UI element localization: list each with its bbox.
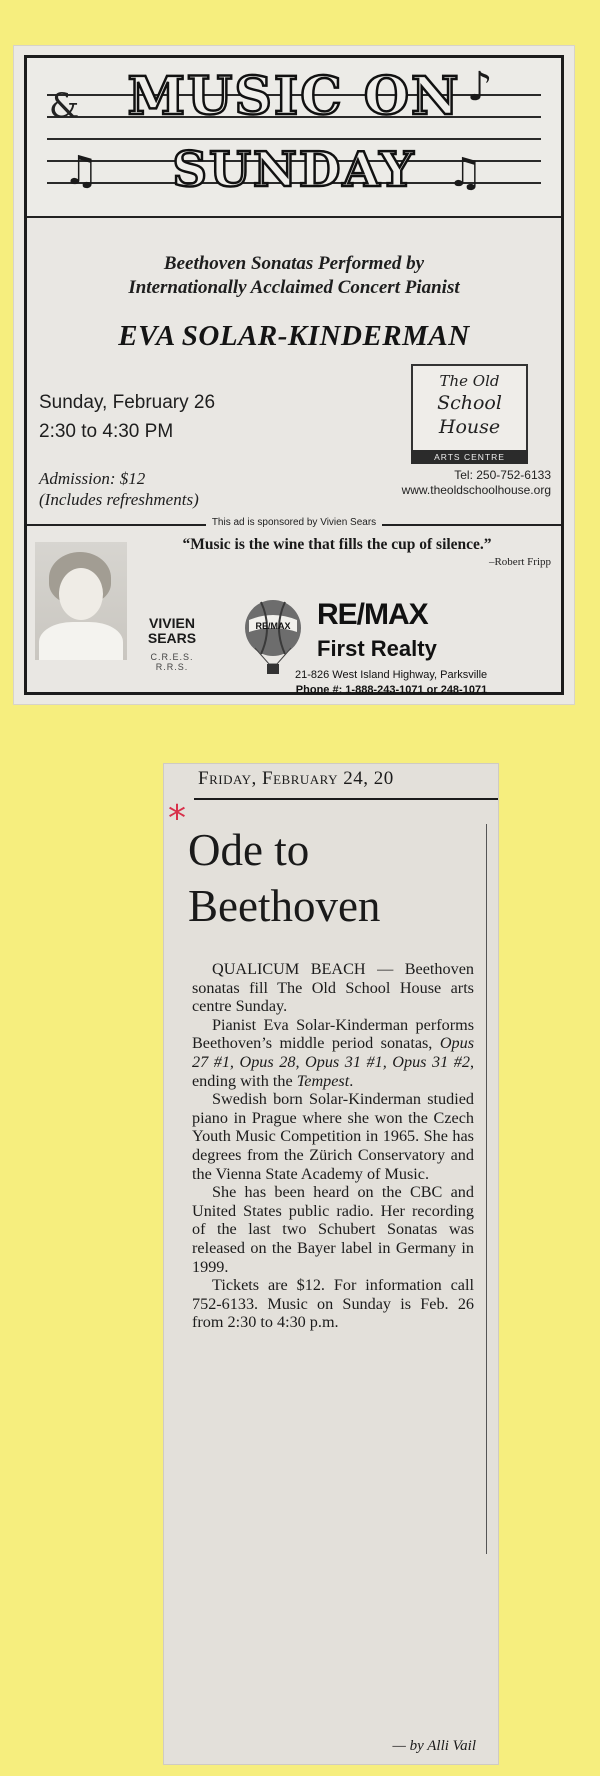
banner-title-line1: MUSIC ON (127, 66, 461, 127)
opus-list: Opus 27 #1, Opus 28, Opus 31 #1, Opus 31 #2 (192, 1034, 474, 1071)
sponsor-note-wrap (27, 517, 561, 528)
old-school-house-logo (411, 364, 528, 464)
agent-photo (35, 542, 127, 660)
music-note-icon: ♪ (467, 64, 493, 110)
admission-info (39, 468, 199, 510)
quote-text: “Music is the wine that fills the cup of silence.” (182, 536, 492, 553)
article-body (192, 960, 474, 1332)
balloon-label: RE/MAX (255, 621, 291, 631)
sponsor-note: This ad is sponsored by Vivien Sears (206, 517, 382, 528)
subtitle-line1: Beethoven Sonatas Performed by (163, 253, 425, 274)
sponsor-divider (27, 517, 561, 531)
headline-line2: Beethoven (188, 881, 381, 931)
ad-header-banner (27, 58, 561, 218)
article-paragraph (192, 1016, 474, 1090)
music-note-icon: ♫ (63, 148, 99, 194)
pianist-name: EVA SOLAR-KINDERMAN (118, 320, 470, 352)
remax-phone: Phone #: 1-888-243-1071 or 248-1071 (295, 684, 488, 696)
article-paragraph: QUALICUM BEACH — Beethoven sonatas fill The Old School House arts centre Sunday. (192, 960, 474, 1016)
event-time: 2:30 to 4:30 PM (39, 421, 174, 442)
agent-credentials: C.R.E.S. R.R.S. (150, 652, 194, 672)
remax-address: 21-826 West Island Highway, Parksville (295, 669, 488, 681)
article-paragraph: Tickets are $12. For information call 752-6133. Music on Sunday is Feb. 26 from 2:30 to 4:30 p.m. (192, 1276, 474, 1332)
agent-last-name: SEARS (147, 630, 197, 646)
music-note-icon: ♫ (447, 150, 483, 196)
venue-phone: Tel: 250-752-6133 (454, 468, 551, 482)
para2-text-c: . (349, 1071, 354, 1090)
ampersand-clef-icon: & (49, 86, 80, 126)
ad-frame (24, 55, 564, 695)
red-asterisk-icon: * (168, 798, 186, 839)
banner-title-line2: SUNDAY (172, 142, 416, 198)
column-rule (486, 824, 487, 1554)
event-date: Sunday, February 26 (39, 392, 216, 413)
article-dateline: Friday, February 24, 20 (198, 768, 394, 789)
tempest-title: Tempest (296, 1071, 350, 1090)
dateline-rule (194, 798, 498, 800)
para2-text-b: , ending with the (192, 1052, 474, 1090)
photo-face (59, 568, 103, 620)
photo-body (39, 622, 123, 660)
ad-subtitle (27, 252, 561, 300)
admission-price: Admission: $12 (39, 469, 146, 488)
article-byline: — by Alli Vail (392, 1738, 476, 1754)
logo-line2: School (437, 392, 502, 414)
ad-clipping (14, 46, 574, 704)
logo-line3: House (438, 416, 501, 438)
article-paragraph: She has been heard on the CBC and United States public radio. Her recording of the last two Schubert Sonatas was released on the Bayer label in Germany in 1999. (192, 1183, 474, 1276)
subtitle-line2: Internationally Acclaimed Concert Pianist (128, 277, 460, 298)
remax-office-name: First Realty (317, 636, 437, 661)
para2-text-a: Pianist Eva Solar-Kinderman performs Beethoven’s middle period sonatas, (192, 1015, 474, 1053)
venue-contact (402, 468, 551, 498)
staff-line (47, 138, 541, 140)
article-headline (188, 822, 478, 934)
article-paragraph: Swedish born Solar-Kinderman studied piano in Prague where she won the Czech Youth Music Competition in 1965. She has degrees from the Zürich Conservatory and the Vienna State Academy of Music. (192, 1090, 474, 1183)
event-datetime (39, 388, 215, 446)
venue-website: www.theoldschoolhouse.org (401, 483, 551, 497)
quote-author: –Robert Fripp (488, 556, 551, 568)
logo-band: ARTS CENTRE (411, 450, 528, 464)
agent-name (133, 616, 211, 646)
admission-note: (Includes refreshments) (39, 490, 199, 509)
remax-contact (295, 668, 487, 698)
headline-line1: Ode to (188, 825, 310, 875)
agent-first-name: VIVIEN (149, 615, 195, 631)
remax-logo-text: RE/MAX (317, 598, 428, 631)
logo-line1: The Old (439, 372, 500, 390)
article-clipping (164, 764, 498, 1764)
remax-balloon-icon (241, 598, 305, 678)
